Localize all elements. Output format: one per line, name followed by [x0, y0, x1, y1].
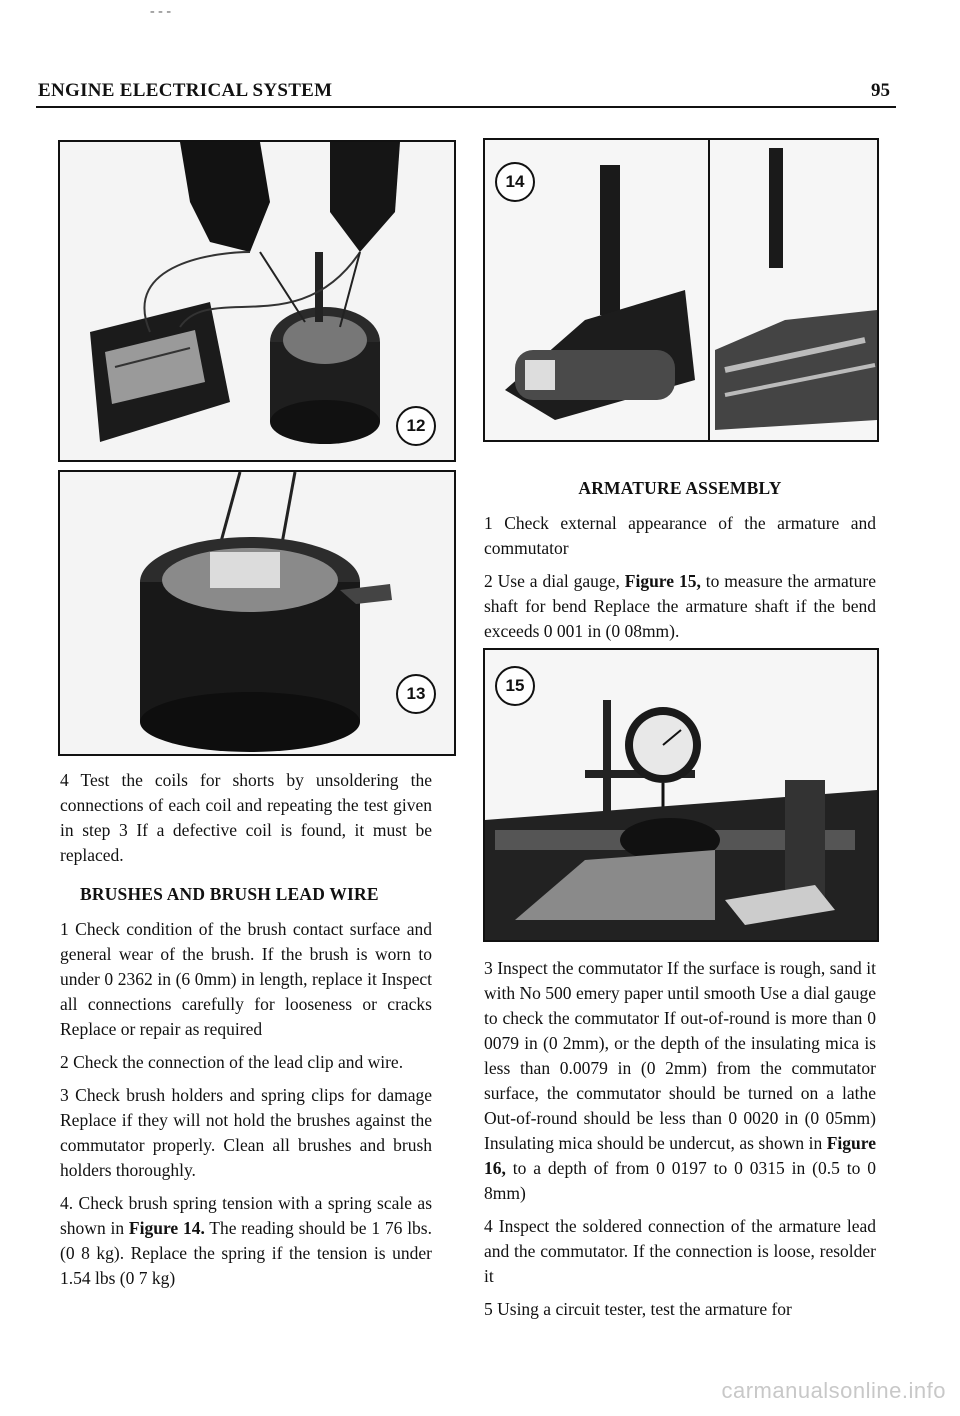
page-number: 95: [871, 80, 890, 101]
figure-15-reference: Figure 15,: [624, 571, 701, 591]
figure-15: [483, 648, 879, 942]
paragraph-armature-3-text-a: 3 Inspect the commutator If the surface is rough, sand it with No 500 emery paper until smooth Use a dial gauge to check the commutator If out-of-round is more than 0 0079 in (0 2mm), or the depth of the insulating mica is less than 0.0079 in (0 2mm) from the commutator surface, the commutator should be turned on a lathe Out-of-round should be less than 0 0020 in (0 05mm) Insulating mica should be undercut, as shown in: [484, 958, 876, 1153]
paragraph-armature-4: 4 Inspect the soldered connection of the armature lead and the commutator. If the connection is loose, resolder it: [484, 1216, 876, 1286]
figure-15-number: 15: [495, 666, 535, 706]
heading-armature: ARMATURE ASSEMBLY: [578, 478, 782, 498]
paragraph-armature-3-text-b: to a depth of from 0 0197 to 0 0315 in (0.5 to 0 8mm): [484, 1158, 876, 1203]
paragraph-brushes-4-text-a: 4. Check brush spring tension with a spring scale as shown in: [60, 1193, 432, 1238]
paragraph-armature-1: 1 Check external appearance of the armature and commutator: [484, 513, 876, 558]
figure-14-illustration: [485, 140, 877, 440]
figure-12: [58, 140, 456, 462]
figure-15-illustration: [485, 650, 877, 940]
paragraph-armature-2-text-a: 2 Use a dial gauge,: [484, 571, 625, 591]
paragraph-armature-3: [484, 956, 876, 1206]
paragraph-brushes-1: 1 Check condition of the brush contact surface and general wear of the brush. If the brush is worn to under 0 2362 in (6 0mm) in length, replace it Inspect all connections carefully for looseness or cracks Replace or repair as required: [60, 919, 432, 1039]
paragraph-armature-2: [484, 569, 876, 644]
site-watermark: carmanualsonline.info: [721, 1378, 946, 1403]
left-column: [60, 768, 432, 1299]
paragraph-brushes-4-text-b: The reading should be 1 76 lbs. (0 8 kg). Replace the spring if the tension is under 1.54 lbs (0 7 kg): [60, 1218, 432, 1288]
paragraph-brushes-4: [60, 1191, 432, 1291]
heading-brushes: BRUSHES AND BRUSH LEAD WIRE: [80, 884, 379, 904]
paragraph-armature-5: 5 Using a circuit tester, test the armature for: [484, 1299, 792, 1319]
figure-12-illustration: [60, 142, 454, 460]
paragraph-step-4: 4 Test the coils for shorts by unsoldering the connections of each coil and repeating the test given in step 3 If a defective coil is found, it must be replaced.: [60, 770, 432, 865]
figure-16-reference: Figure 16,: [484, 1133, 876, 1178]
top-mark: - - -: [150, 4, 171, 19]
paragraph-brushes-3: 3 Check brush holders and spring clips for damage Replace if they will not hold the brushes against the commutator properly. Clean all brushes and brush holders thoroughly.: [60, 1085, 432, 1180]
figure-13-illustration: [60, 472, 454, 754]
right-column-upper: [484, 476, 876, 652]
paragraph-armature-2-text-b: to measure the armature shaft for bend Replace the armature shaft if the bend exceeds 0 001 in (0 08mm).: [484, 571, 876, 641]
paragraph-brushes-2: 2 Check the connection of the lead clip and wire.: [60, 1052, 404, 1072]
right-column-lower: [484, 956, 876, 1330]
figure-14-reference: Figure 14.: [128, 1218, 205, 1238]
figure-12-number: 12: [396, 406, 436, 446]
figure-14-number: 14: [495, 162, 535, 202]
section-title: ENGINE ELECTRICAL SYSTEM: [38, 80, 333, 101]
figure-14: [483, 138, 879, 442]
figure-13: [58, 470, 456, 756]
page-header: [36, 80, 896, 108]
figure-13-number: 13: [396, 674, 436, 714]
